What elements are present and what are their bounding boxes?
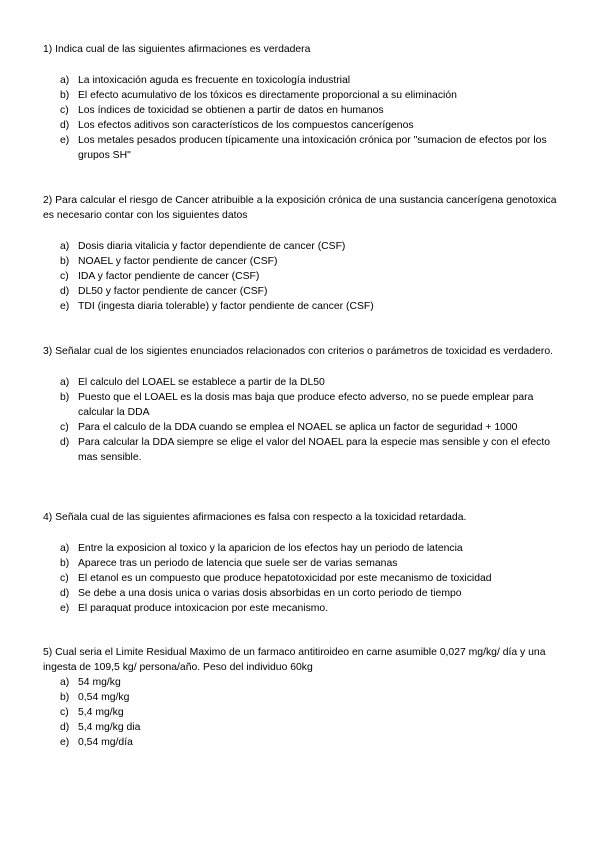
question-1	[43, 42, 561, 163]
question-stem: 2) Para calcular el riesgo de Cancer atribuible a la exposición crónica de una sustancia cancerígena genotoxica es necesario contar con los siguientes datos	[43, 195, 557, 221]
option-c	[43, 420, 561, 435]
option-text: TDI (ingesta diaria tolerable) y factor pendiente de cancer (CSF)	[78, 301, 374, 312]
option-label: d)	[60, 286, 70, 297]
option-e	[43, 735, 561, 750]
option-a	[43, 73, 561, 88]
option-label: b)	[60, 558, 70, 569]
option-label: a)	[60, 543, 70, 554]
option-c	[43, 705, 561, 720]
question-stem: 5) Cual seria el Limite Residual Maximo de un farmaco antitiroideo en carne asumible 0,027 mg/kg/ día y una ingesta de 109,5 kg/ persona/año. Peso del individuo 60kg	[43, 647, 546, 673]
option-text: NOAEL y factor pendiente de cancer (CSF)	[78, 256, 278, 267]
option-label: d)	[60, 588, 70, 599]
option-label: e)	[60, 301, 70, 312]
option-text: Los índices de toxicidad se obtienen a partir de datos en humanos	[78, 105, 384, 116]
option-c	[43, 103, 561, 118]
question-stem: 3) Señalar cual de los sigientes enunciados relacionados con criterios o parámetros de toxicidad es verdadero.	[43, 346, 554, 357]
question-2	[43, 193, 561, 314]
option-label: a)	[60, 377, 70, 388]
option-label: b)	[60, 692, 70, 703]
option-b	[43, 88, 561, 103]
option-label: c)	[60, 271, 69, 282]
option-text: Para calcular la DDA siempre se elige el valor del NOAEL para la especie mas sensible y con el efecto mas sensible.	[78, 437, 551, 463]
option-text: 5,4 mg/kg dia	[78, 722, 141, 733]
options-list	[43, 375, 561, 465]
option-label: c)	[60, 707, 69, 718]
option-text: Puesto que el LOAEL es la dosis mas baja que produce efecto adverso, no se puede emplear para calcular la DDA	[78, 392, 534, 418]
option-d	[43, 284, 561, 299]
question-stem: 4) Señala cual de las siguientes afirmaciones es falsa con respecto a la toxicidad retardada.	[43, 512, 467, 523]
option-label: e)	[60, 135, 70, 146]
option-label: b)	[60, 90, 70, 101]
option-b	[43, 254, 561, 269]
option-text: Los metales pesados producen típicamente una intoxicación crónica por "sumacion de efectos por los grupos SH"	[78, 135, 547, 161]
option-d	[43, 586, 561, 601]
option-d	[43, 435, 561, 465]
option-text: El etanol es un compuesto que produce hepatotoxicidad por este mecanismo de toxicidad	[78, 573, 492, 584]
option-label: d)	[60, 437, 70, 448]
option-e	[43, 133, 561, 163]
option-label: e)	[60, 603, 70, 614]
option-a	[43, 239, 561, 254]
option-label: d)	[60, 722, 70, 733]
option-label: d)	[60, 120, 70, 131]
question-4	[43, 510, 561, 616]
option-a	[43, 375, 561, 390]
option-c	[43, 269, 561, 284]
option-label: a)	[60, 677, 70, 688]
option-b	[43, 390, 561, 420]
option-text: 54 mg/kg	[78, 677, 121, 688]
options-list	[43, 541, 561, 616]
option-a	[43, 541, 561, 556]
option-text: El efecto acumulativo de los tóxicos es directamente proporcional a su eliminación	[78, 90, 457, 101]
option-label: c)	[60, 105, 69, 116]
option-label: a)	[60, 241, 70, 252]
option-b	[43, 556, 561, 571]
option-b	[43, 690, 561, 705]
option-text: 5,4 mg/kg	[78, 707, 124, 718]
option-label: b)	[60, 256, 70, 267]
question-stem: 1) Indica cual de las siguientes afirmaciones es verdadera	[43, 44, 311, 55]
question-3	[43, 344, 561, 465]
option-text: Dosis diaria vitalicia y factor dependiente de cancer (CSF)	[78, 241, 346, 252]
option-e	[43, 299, 561, 314]
option-c	[43, 571, 561, 586]
option-text: El calculo del LOAEL se establece a partir de la DL50	[78, 377, 325, 388]
options-list	[43, 675, 561, 750]
option-text: Para el calculo de la DDA cuando se emplea el NOAEL se aplica un factor de seguridad + 1000	[78, 422, 518, 433]
option-d	[43, 720, 561, 735]
option-label: a)	[60, 75, 70, 86]
option-d	[43, 118, 561, 133]
options-list	[43, 73, 561, 163]
option-text: Aparece tras un periodo de latencia que suele ser de varias semanas	[78, 558, 398, 569]
option-e	[43, 601, 561, 616]
option-text: IDA y factor pendiente de cancer (CSF)	[78, 271, 260, 282]
option-text: Entre la exposicion al toxico y la aparicion de los efectos hay un periodo de latencia	[78, 543, 463, 554]
option-label: c)	[60, 422, 69, 433]
option-text: DL50 y factor pendiente de cancer (CSF)	[78, 286, 268, 297]
option-text: 0,54 mg/día	[78, 737, 133, 748]
option-label: b)	[60, 392, 70, 403]
option-text: Se debe a una dosis unica o varias dosis absorbidas en un corto periodo de tiempo	[78, 588, 462, 599]
option-a	[43, 675, 561, 690]
option-text: 0,54 mg/kg	[78, 692, 130, 703]
option-text: El paraquat produce intoxicacion por este mecanismo.	[78, 603, 329, 614]
option-text: La intoxicación aguda es frecuente en toxicología industrial	[78, 75, 351, 86]
option-label: e)	[60, 737, 70, 748]
option-label: c)	[60, 573, 69, 584]
option-text: Los efectos aditivos son característicos de los compuestos cancerígenos	[78, 120, 414, 131]
question-5	[43, 645, 561, 750]
options-list	[43, 239, 561, 314]
